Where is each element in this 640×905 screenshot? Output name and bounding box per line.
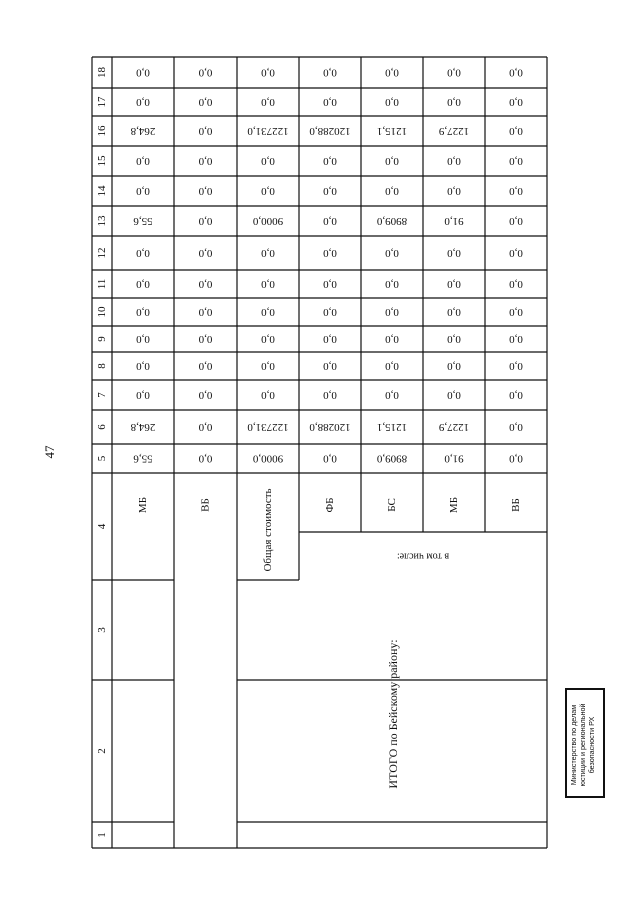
table-cell-value: 8909,0 — [376, 215, 408, 227]
table-cell-value: 9000,0 — [252, 452, 284, 465]
table-cell-value: 91,0 — [444, 215, 464, 227]
column-number: 5 — [96, 455, 108, 462]
table-cell-value: 0,0 — [385, 360, 399, 372]
funding-source-label: МБ — [448, 496, 460, 514]
table-cell-value: 0,0 — [509, 96, 523, 108]
funding-source-label: ВБ — [510, 498, 522, 512]
table-cell-value: 120288,0 — [309, 421, 351, 433]
table-cell-value: 0,0 — [261, 389, 275, 401]
column-number: 13 — [96, 215, 108, 227]
table-cell-value: 0,0 — [136, 247, 150, 259]
column-number: 6 — [96, 424, 108, 430]
table-cell-value: 0,0 — [261, 247, 275, 259]
column-number: 12 — [96, 247, 108, 259]
table-cell-value: 1227,9 — [438, 125, 470, 137]
table-cell-value: 0,0 — [198, 278, 213, 290]
stamp-line-1: Министерство по делам — [569, 704, 578, 786]
table-cell-value: 0,0 — [261, 155, 275, 167]
table-cell-value: 0,0 — [198, 66, 213, 79]
table-cell-value: 0,0 — [198, 185, 213, 197]
ministry-stamp — [565, 688, 605, 798]
table-cell-value: 0,0 — [261, 66, 275, 79]
table-cell-value: 0,0 — [509, 247, 523, 259]
column-number: 11 — [96, 278, 108, 290]
table-cell-value: 0,0 — [385, 278, 399, 290]
table-cell-value: 0,0 — [509, 66, 523, 79]
column-number: 4 — [96, 523, 108, 530]
table-cell-value: 1227,9 — [438, 421, 470, 433]
table-cell-value: 0,0 — [509, 125, 523, 137]
table-cell-value: 0,0 — [509, 278, 523, 290]
table-cell-value: 0,0 — [261, 360, 275, 372]
table-cell-value: 0,0 — [136, 306, 150, 318]
table-cell-value: 0,0 — [323, 247, 337, 259]
table-cell-value: 0,0 — [198, 125, 213, 137]
table-cell-value: 0,0 — [323, 333, 337, 345]
table-cell-value: 0,0 — [323, 96, 337, 108]
column-number: 10 — [96, 306, 108, 318]
stamp-line-2: юстиции и региональной — [578, 703, 587, 787]
table-cell-value: 0,0 — [447, 333, 461, 345]
table-cell-value: 0,0 — [385, 389, 399, 401]
table-cell-value: 0,0 — [323, 215, 337, 227]
table-cell-value: 0,0 — [447, 360, 461, 372]
column-number: 8 — [96, 363, 108, 369]
table-cell-value: 0,0 — [447, 389, 461, 401]
column-number: 17 — [96, 96, 108, 108]
funding-source-label: ФБ — [324, 497, 336, 513]
table-cell-value: 0,0 — [323, 360, 337, 372]
table-cell-value: 8909,0 — [376, 452, 408, 465]
column-number: 7 — [96, 392, 108, 398]
table-cell-value: 0,0 — [323, 452, 337, 465]
table-cell-value: 0,0 — [198, 421, 213, 433]
table-cell-value: 0,0 — [198, 360, 213, 372]
table-cell-value: 0,0 — [136, 66, 150, 79]
stamp-line-3: безопасности РХ — [587, 716, 596, 774]
table-cell-value: 0,0 — [136, 333, 150, 345]
table-cell-value: 1215,1 — [376, 421, 408, 433]
table-cell-value: 0,0 — [447, 247, 461, 259]
table-cell-value: 0,0 — [385, 155, 399, 167]
table-cell-value: 0,0 — [447, 96, 461, 108]
total-cost-label: Общая стоимость — [262, 488, 274, 572]
table-cell-value: 0,0 — [447, 155, 461, 167]
table-cell-value: 55,6 — [133, 215, 153, 227]
table-cell-value: 91,0 — [444, 452, 464, 465]
table-cell-value: 0,0 — [323, 155, 337, 167]
table-cell-value: 0,0 — [136, 155, 150, 167]
table-cell-value: 0,0 — [198, 389, 213, 401]
table-cell-value: 0,0 — [509, 389, 523, 401]
page-number: 47 — [42, 445, 57, 459]
table-cell-value: 55,6 — [133, 452, 153, 465]
table-cell-value: 0,0 — [136, 278, 150, 290]
table-cell-value: 0,0 — [136, 96, 150, 108]
table-cell-value: 0,0 — [198, 247, 213, 259]
table-cell-value: 0,0 — [261, 185, 275, 197]
stamp-text — [569, 692, 605, 798]
table-cell-value: 0,0 — [385, 96, 399, 108]
table-cell-value: 264,8 — [130, 421, 156, 433]
table-cell-value: 0,0 — [509, 360, 523, 372]
table-cell-value: 120288,0 — [309, 125, 351, 137]
column-number: 1 — [96, 832, 108, 838]
table-cell-value: 0,0 — [385, 247, 399, 259]
including-label: в том числе: — [396, 550, 450, 562]
table-cell-value: 0,0 — [385, 185, 399, 197]
table-cell-value: 0,0 — [198, 215, 213, 227]
table-cell-value: 0,0 — [385, 333, 399, 345]
table-cell-value: 0,0 — [323, 306, 337, 318]
table-cell-value: 0,0 — [447, 278, 461, 290]
table-cell-value: 0,0 — [198, 96, 213, 108]
table-cell-value: 0,0 — [509, 215, 523, 227]
table-cell-value: 0,0 — [198, 306, 213, 318]
table-cell-value: 0,0 — [447, 306, 461, 318]
table-cell-value: 0,0 — [509, 155, 523, 167]
column-number: 16 — [96, 125, 108, 137]
table-cell-value: 0,0 — [509, 185, 523, 197]
table-cell-value: 0,0 — [447, 185, 461, 197]
table-cell-value: 9000,0 — [252, 215, 284, 227]
table-cell-value: 0,0 — [136, 185, 150, 197]
column-number: 2 — [96, 748, 108, 754]
table-cell-value: 0,0 — [323, 389, 337, 401]
table-cell-value: 0,0 — [509, 452, 523, 465]
table-cell-value: 0,0 — [136, 389, 150, 401]
column-number: 3 — [96, 627, 108, 633]
column-number: 15 — [96, 155, 108, 167]
table-cell-value: 0,0 — [136, 360, 150, 372]
table-cell-value: 0,0 — [509, 333, 523, 345]
table-cell-value: 0,0 — [261, 96, 275, 108]
table-cell-value: 0,0 — [509, 306, 523, 318]
table-cell-value: 0,0 — [198, 333, 213, 345]
table-cell-value: 0,0 — [385, 306, 399, 318]
table-cell-value: 0,0 — [323, 278, 337, 290]
column-number: 18 — [96, 67, 108, 78]
table-cell-value: 0,0 — [447, 66, 461, 79]
table-cell-value: 0,0 — [261, 306, 275, 318]
table-cell-value: 0,0 — [198, 155, 213, 167]
table-cell-value: 0,0 — [509, 421, 523, 433]
funding-source-label: БС — [386, 498, 398, 512]
table-cell-value: 0,0 — [385, 66, 399, 79]
funding-source-label: ВБ — [199, 498, 212, 512]
column-number: 14 — [96, 185, 108, 197]
table-cell-value: 264,8 — [130, 125, 156, 137]
table-cell-value: 1215,1 — [376, 125, 408, 137]
table-cell-value: 0,0 — [261, 333, 275, 345]
funding-source-label: МБ — [137, 496, 149, 514]
district-total-label: ИТОГО по Бейскому району: — [386, 639, 400, 789]
column-number: 9 — [96, 336, 108, 342]
table-cell-value: 0,0 — [323, 185, 337, 197]
table-cell-value: 122731,0 — [247, 421, 289, 433]
table-cell-value: 0,0 — [323, 66, 337, 79]
table-cell-value: 122731,0 — [247, 125, 289, 137]
table-cell-value: 0,0 — [198, 452, 213, 465]
table-cell-value: 0,0 — [261, 278, 275, 290]
